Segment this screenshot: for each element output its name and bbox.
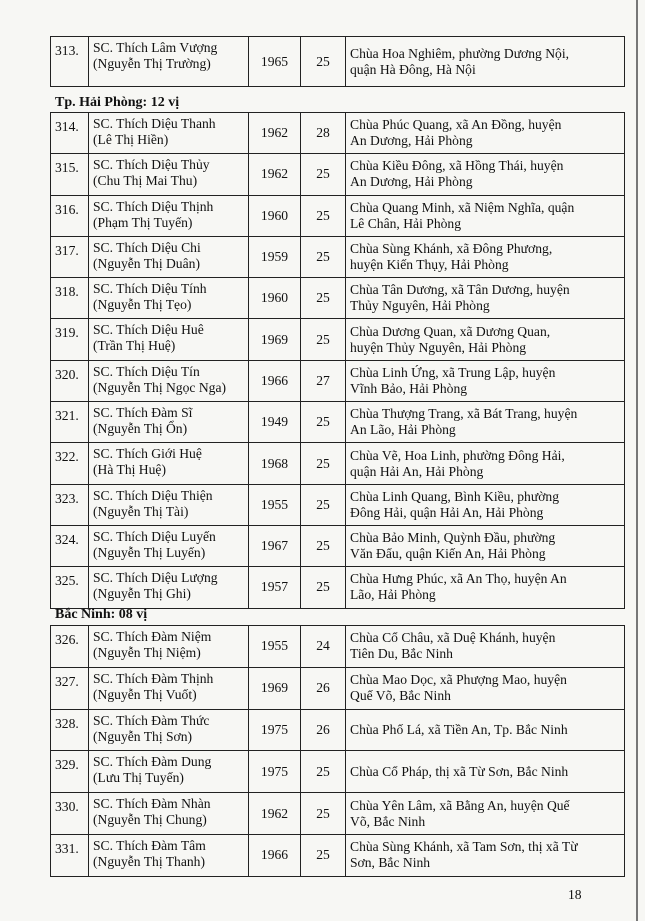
table-row (51, 278, 625, 319)
dharma-name: SC. Thích Đàm Thức (93, 712, 210, 728)
page-edge-shadow (636, 0, 638, 921)
address-cell (346, 402, 625, 443)
birth-year-cell: 1949 (249, 402, 301, 443)
name-cell (89, 278, 249, 319)
address-cell (346, 667, 625, 709)
address-line: Văn Đẩu, quận Kiến An, Hải Phòng (350, 546, 546, 562)
address-line: huyện Thủy Nguyên, Hải Phòng (350, 339, 527, 355)
birth-year-cell: 1955 (249, 626, 301, 668)
years-cell: 26 (301, 667, 346, 709)
address-line: Quế Võ, Bắc Ninh (350, 688, 451, 704)
lay-name: (Nguyễn Thị Duân) (93, 255, 200, 271)
row-number-cell: 331. (51, 834, 89, 876)
dharma-name: SC. Thích Diệu Huê (93, 322, 204, 338)
row-number-cell: 313. (51, 37, 89, 87)
table-row (51, 443, 625, 484)
address-line: Chùa Quang Minh, xã Niệm Nghĩa, quận (350, 199, 575, 215)
birth-year-cell: 1960 (249, 195, 301, 236)
table-row (51, 402, 625, 443)
address-cell (346, 360, 625, 401)
address-line: Chùa Yên Lâm, xã Bằng An, huyện Quế (350, 797, 570, 813)
dharma-name: SC. Thích Diệu Thịnh (93, 198, 214, 214)
years-cell: 25 (301, 319, 346, 360)
birth-year-cell: 1955 (249, 484, 301, 525)
address-line: Chùa Linh Ứng, xã Trung Lập, huyện (350, 364, 556, 380)
dharma-name: SC. Thích Đàm Thịnh (93, 670, 214, 686)
table-row (51, 154, 625, 195)
name-cell (89, 154, 249, 195)
row-number-cell: 325. (51, 567, 89, 608)
lay-name: (Phạm Thị Tuyến) (93, 214, 193, 230)
lay-name: (Lê Thị Hiền) (93, 132, 169, 147)
row-number-cell: 321. (51, 402, 89, 443)
address-line: An Lão, Hải Phòng (350, 422, 456, 438)
years-cell: 25 (301, 567, 346, 608)
page-number: 18 (568, 887, 582, 902)
dharma-name: SC. Thích Đàm Tâm (93, 837, 206, 853)
address-line: Chùa Vẽ, Hoa Linh, phường Đông Hải, (350, 447, 565, 463)
years-cell: 25 (301, 195, 346, 236)
row-number-cell: 322. (51, 443, 89, 484)
roster-table-hai-phong (50, 112, 625, 609)
address-cell (346, 154, 625, 195)
address-line: Lão, Hải Phòng (350, 587, 436, 603)
birth-year-cell: 1959 (249, 236, 301, 277)
years-cell: 25 (301, 278, 346, 319)
row-number-cell: 318. (51, 278, 89, 319)
address-line: Chùa Phố Lá, xã Tiền An, Tp. Bắc Ninh (350, 721, 568, 737)
address-line: Vĩnh Bảo, Hải Phòng (350, 380, 468, 396)
lay-name: (Nguyễn Thị Vuốt) (93, 686, 197, 702)
years-cell: 26 (301, 709, 346, 751)
address-cell (346, 567, 625, 608)
address-cell (346, 236, 625, 277)
lay-name: (Nguyễn Thị Thanh) (93, 853, 206, 869)
name-cell (89, 319, 249, 360)
years-cell: 24 (301, 626, 346, 668)
years-cell: 28 (301, 113, 346, 154)
table-row (51, 626, 625, 668)
address-line: Chùa Sùng Khánh, xã Đông Phương, (350, 241, 553, 257)
roster-table-hanoi (50, 36, 625, 87)
row-number-cell: 315. (51, 154, 89, 195)
birth-year-cell: 1962 (249, 154, 301, 195)
name-cell (89, 709, 249, 751)
address-line: Chùa Sùng Khánh, xã Tam Sơn, thị xã Từ (350, 839, 578, 855)
row-number-cell: 328. (51, 709, 89, 751)
address-line: Chùa Phúc Quang, xã An Đồng, huyện (350, 117, 562, 133)
address-cell (346, 37, 625, 87)
lay-name: (Nguyễn Thị Luyến) (93, 544, 206, 560)
name-cell (89, 626, 249, 668)
address-line: Võ, Bắc Ninh (350, 813, 426, 829)
row-number-cell: 327. (51, 667, 89, 709)
table-row (51, 751, 625, 793)
lay-name: (Nguyễn Thị Chung) (93, 812, 207, 828)
birth-year-cell: 1962 (249, 793, 301, 835)
table-row (51, 236, 625, 277)
table-row (51, 834, 625, 876)
years-cell: 25 (301, 751, 346, 793)
dharma-name: SC. Thích Diệu Thanh (93, 116, 216, 131)
address-cell (346, 195, 625, 236)
name-cell (89, 834, 249, 876)
dharma-name: SC. Thích Giới Huệ (93, 446, 202, 462)
dharma-name: SC. Thích Lâm Vượng (93, 40, 218, 55)
years-cell: 25 (301, 525, 346, 566)
name-cell (89, 360, 249, 401)
row-number-cell: 317. (51, 236, 89, 277)
dharma-name: SC. Thích Diệu Thủy (93, 157, 210, 173)
address-cell (346, 443, 625, 484)
birth-year-cell: 1975 (249, 751, 301, 793)
address-line: An Dương, Hải Phòng (350, 133, 473, 149)
address-line: Chùa Cổ Châu, xã Duệ Khánh, huyện (350, 630, 556, 646)
address-line: Chùa Kiều Đông, xã Hồng Thái, huyện (350, 158, 564, 174)
table-row (51, 793, 625, 835)
dharma-name: SC. Thích Diệu Luyến (93, 528, 216, 544)
table-row (51, 319, 625, 360)
address-cell (346, 319, 625, 360)
table-row (51, 709, 625, 751)
birth-year-cell: 1968 (249, 443, 301, 484)
name-cell (89, 567, 249, 608)
row-number-cell: 329. (51, 751, 89, 793)
address-line: Chùa Dương Quan, xã Dương Quan, (350, 323, 551, 339)
address-line: Chùa Hoa Nghiêm, phường Dương Nội, (350, 45, 570, 61)
dharma-name: SC. Thích Diệu Tín (93, 363, 200, 379)
table-row (51, 484, 625, 525)
roster-table-bac-ninh (50, 625, 625, 877)
lay-name: (Nguyễn Thị Tẹo) (93, 297, 192, 313)
years-cell: 25 (301, 236, 346, 277)
row-number-cell: 323. (51, 484, 89, 525)
name-cell (89, 195, 249, 236)
birth-year-cell: 1966 (249, 834, 301, 876)
address-line: Chùa Linh Quang, Bình Kiều, phường (350, 488, 560, 504)
years-cell: 25 (301, 402, 346, 443)
address-cell (346, 484, 625, 525)
birth-year-cell: 1957 (249, 567, 301, 608)
address-line: Tiên Du, Bắc Ninh (350, 646, 453, 662)
row-number-cell: 319. (51, 319, 89, 360)
row-number-cell: 314. (51, 113, 89, 154)
address-line: Chùa Mao Dọc, xã Phượng Mao, huyện (350, 672, 567, 688)
lay-name: (Nguyễn Thị Trường) (93, 56, 211, 71)
address-line: Thủy Nguyên, Hải Phòng (350, 298, 490, 314)
row-number-cell: 320. (51, 360, 89, 401)
name-cell (89, 402, 249, 443)
lay-name: (Nguyễn Thị Sơn) (93, 728, 193, 744)
row-number-cell: 316. (51, 195, 89, 236)
birth-year-cell: 1975 (249, 709, 301, 751)
years-cell: 25 (301, 443, 346, 484)
lay-name: (Nguyễn Thị Ngọc Nga) (93, 379, 227, 395)
years-cell: 25 (301, 834, 346, 876)
address-cell (346, 751, 625, 793)
table-row (51, 37, 625, 87)
address-cell (346, 113, 625, 154)
birth-year-cell: 1962 (249, 113, 301, 154)
lay-name: (Hà Thị Huệ) (93, 462, 166, 478)
lay-name: (Nguyễn Thị Tài) (93, 503, 189, 519)
address-cell (346, 793, 625, 835)
table-row (51, 113, 625, 154)
lay-name: (Chu Thị Mai Thu) (93, 173, 198, 189)
address-cell (346, 709, 625, 751)
dharma-name: SC. Thích Diệu Chi (93, 239, 201, 255)
table-row (51, 195, 625, 236)
years-cell: 25 (301, 793, 346, 835)
address-line: Chùa Tân Dương, xã Tân Dương, huyện (350, 282, 570, 298)
dharma-name: SC. Thích Diệu Thiện (93, 487, 213, 503)
address-cell (346, 278, 625, 319)
name-cell (89, 443, 249, 484)
lay-name: (Nguyễn Thị Ổn) (93, 421, 188, 437)
name-cell (89, 113, 249, 154)
address-cell (346, 626, 625, 668)
dharma-name: SC. Thích Diệu Lượng (93, 570, 218, 586)
name-cell (89, 667, 249, 709)
name-cell (89, 751, 249, 793)
address-line: Chùa Hưng Phúc, xã An Thọ, huyện An (350, 571, 567, 587)
address-line: Chùa Bảo Minh, Quỳnh Đầu, phường (350, 530, 556, 546)
dharma-name: SC. Thích Đàm Dung (93, 754, 212, 770)
address-line: Chùa Cổ Pháp, thị xã Từ Sơn, Bắc Ninh (350, 763, 569, 779)
address-line: quận Hà Đông, Hà Nội (350, 61, 476, 77)
birth-year-cell: 1969 (249, 667, 301, 709)
address-line: An Dương, Hải Phòng (350, 174, 473, 190)
birth-year-cell: 1965 (249, 37, 301, 87)
table-row (51, 667, 625, 709)
birth-year-cell: 1967 (249, 525, 301, 566)
table-row (51, 525, 625, 566)
years-cell: 27 (301, 360, 346, 401)
lay-name: (Nguyễn Thị Ghi) (93, 586, 191, 602)
name-cell (89, 793, 249, 835)
dharma-name: SC. Thích Đàm Sĩ (93, 405, 193, 421)
name-cell (89, 525, 249, 566)
row-number-cell: 330. (51, 793, 89, 835)
address-cell (346, 834, 625, 876)
dharma-name: SC. Thích Đàm Nhàn (93, 796, 211, 812)
section-title-hai-phong: Tp. Hải Phòng: 12 vị (55, 95, 180, 110)
address-line: Đông Hải, quận Hải An, Hải Phòng (350, 504, 544, 520)
address-line: Chùa Thượng Trang, xã Bát Trang, huyện (350, 406, 578, 422)
years-cell: 25 (301, 154, 346, 195)
lay-name: (Lưu Thị Tuyến) (93, 770, 184, 786)
address-line: Lê Chân, Hải Phòng (350, 215, 462, 231)
table-row (51, 360, 625, 401)
row-number-cell: 326. (51, 626, 89, 668)
years-cell: 25 (301, 37, 346, 87)
address-line: huyện Kiến Thụy, Hải Phòng (350, 257, 509, 273)
table-row (51, 567, 625, 608)
lay-name: (Trần Thị Huệ) (93, 338, 176, 354)
name-cell (89, 484, 249, 525)
section-title-bac-ninh: Bắc Ninh: 08 vị (55, 607, 148, 622)
row-number-cell: 324. (51, 525, 89, 566)
address-line: Sơn, Bắc Ninh (350, 855, 431, 871)
dharma-name: SC. Thích Diệu Tính (93, 281, 207, 297)
name-cell (89, 37, 249, 87)
dharma-name: SC. Thích Đàm Niệm (93, 629, 212, 644)
name-cell (89, 236, 249, 277)
birth-year-cell: 1969 (249, 319, 301, 360)
birth-year-cell: 1966 (249, 360, 301, 401)
years-cell: 25 (301, 484, 346, 525)
address-cell (346, 525, 625, 566)
lay-name: (Nguyễn Thị Niệm) (93, 645, 201, 660)
address-line: quận Hải An, Hải Phòng (350, 463, 484, 479)
birth-year-cell: 1960 (249, 278, 301, 319)
